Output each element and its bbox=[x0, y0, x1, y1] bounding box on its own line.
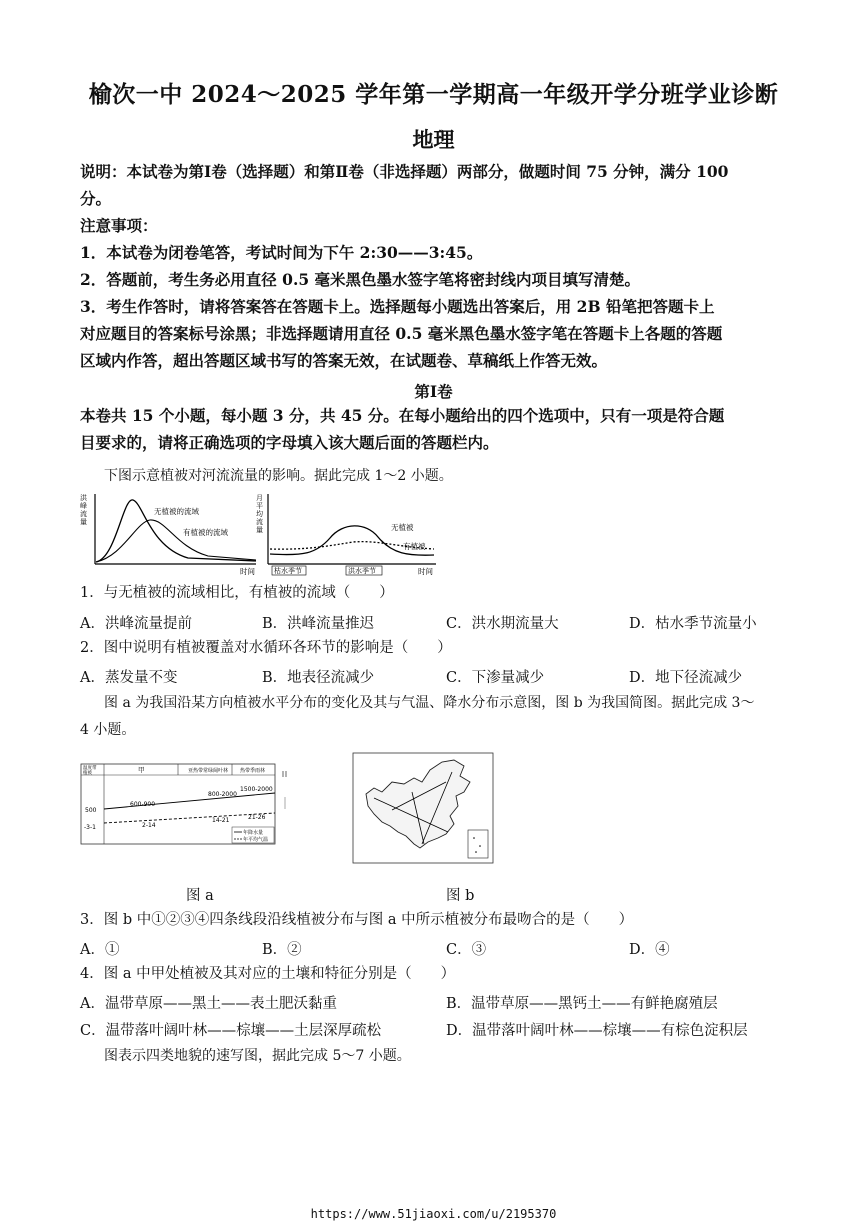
chart-left-curve-a-label: 无植被的流域 bbox=[154, 507, 199, 516]
q4-stem: 4．图 a 中甲处植被及其对应的土壤和特征分别是（ ） bbox=[80, 966, 456, 982]
q3-option-c[interactable]: C．③ bbox=[446, 942, 487, 958]
figure-a-corner-label-1: 温度带 bbox=[83, 766, 97, 771]
q4-option-d[interactable]: D．温带落叶阔叶林——棕壤——有棕色淀积层 bbox=[446, 1023, 748, 1039]
chart-right-ylabel-5: 量 bbox=[256, 526, 263, 534]
figure-a-col1: 甲 bbox=[138, 766, 145, 774]
chart-right bbox=[256, 494, 436, 576]
notice-item-3-line3: 区域内作答，超出答题区域书写的答案无效，在试题卷、草稿纸上作答无效。 bbox=[80, 351, 608, 370]
figure-b-caption: 图 b bbox=[446, 888, 475, 904]
vegetation-flow-charts bbox=[78, 492, 443, 578]
q1-option-a[interactable]: A．洪峰流量提前 bbox=[80, 616, 192, 632]
exam-note-line1: 说明：本试卷为第Ⅰ卷（选择题）和第Ⅱ卷（非选择题）两部分，做题时间 75 分钟，满分 100 bbox=[80, 162, 729, 181]
notice-item-3-line1: 3．考生作答时，请将答案答在答题卡上。选择题每小题选出答案后，用 2B 铅笔把答题卡上 bbox=[80, 297, 715, 316]
q1-stem: 1．与无植被的流域相比，有植被的流域（ ） bbox=[80, 585, 394, 601]
exam-note-line2: 分。 bbox=[80, 189, 112, 208]
chart-left-xlabel: 时间 bbox=[240, 567, 255, 576]
figure-b-island-dot bbox=[479, 845, 481, 847]
chart-right-ylabel-1: 月 bbox=[256, 494, 263, 502]
figure-a-corner-label-2: 植被 bbox=[83, 771, 92, 776]
figure-b-china-map bbox=[352, 752, 494, 864]
figure-a-precip3: 1500-2000 bbox=[240, 786, 273, 793]
chart-right-ylabel-3: 均 bbox=[256, 510, 263, 518]
figure-b-island-dot bbox=[473, 837, 475, 839]
figure-a-temp2: 14-21 bbox=[212, 817, 230, 824]
q2-stem: 2．图中说明有植被覆盖对水循环各环节的影响是（ ） bbox=[80, 640, 452, 656]
figure-b-south-china-sea-inset bbox=[468, 830, 488, 858]
section-desc-line1: 本卷共 15 个小题，每小题 3 分，共 45 分。在每小题给出的四个选项中，只有一项是符合题 bbox=[80, 406, 725, 425]
group2-intro-line2: 4 小题。 bbox=[80, 722, 136, 738]
figure-a-legend1: 年降水量 bbox=[243, 830, 264, 836]
chart-right-ylabel bbox=[256, 494, 265, 534]
notice-item-1: 1．本试卷为闭卷笔答，考试时间为下午 2:30——3:45。 bbox=[80, 243, 483, 262]
group2-intro-line1: 图 a 为我国沿某方向植被水平分布的变化及其与气温、降水分布示意图，图 b 为我国简图。据此完成 3～ bbox=[104, 695, 755, 711]
figure-a-right-axis-label bbox=[283, 771, 286, 809]
chart-right-ylabel-2: 平 bbox=[256, 502, 263, 510]
q1-option-c[interactable]: C．洪水期流量大 bbox=[446, 616, 559, 632]
exam-title: 榆次一中 2024～2025 学年第一学期高一年级开学分班学业诊断 bbox=[88, 81, 779, 108]
chart-left-ylabel-3: 流 bbox=[80, 510, 87, 518]
notice-item-3-line2: 对应题目的答案标号涂黑；非选择题请用直径 0.5 毫米黑色墨水签字笔在答题卡上各题的答题 bbox=[80, 324, 723, 343]
figure-a-vegetation-distribution bbox=[80, 763, 294, 847]
chart-right-ylabel-4: 流 bbox=[256, 518, 263, 526]
q2-option-d[interactable]: D．地下径流减少 bbox=[629, 670, 743, 686]
figure-a-precip2: 800-2000 bbox=[208, 791, 237, 798]
notice-heading: 注意事项： bbox=[80, 216, 158, 235]
section-desc-line2: 目要求的，请将正确选项的字母填入该大题后面的答题栏内。 bbox=[80, 433, 499, 452]
figure-a-temp1: 2-14 bbox=[142, 822, 156, 829]
figure-a-precip1: 600-900 bbox=[130, 801, 156, 808]
q4-option-b[interactable]: B．温带草原——黑钙土——有鲜艳腐殖层 bbox=[446, 996, 718, 1012]
figure-a-col2: 亚热带常绿阔叶林 bbox=[188, 768, 229, 774]
chart-right-xlabel: 时间 bbox=[418, 567, 433, 576]
section-title: 第Ⅰ卷 bbox=[414, 382, 453, 401]
chart-left bbox=[80, 493, 256, 576]
chart-left-ylabel-1: 洪 bbox=[80, 494, 87, 502]
q1-option-b[interactable]: B．洪峰流量推迟 bbox=[262, 616, 375, 632]
group1-intro: 下图示意植被对河流流量的影响。据此完成 1～2 小题。 bbox=[104, 468, 453, 484]
figure-a-col3: 热带季雨林 bbox=[240, 768, 266, 774]
figure-a-temp3: 21-26 bbox=[248, 814, 266, 821]
chart-right-season2: 洪水季节 bbox=[348, 567, 376, 575]
q4-option-c[interactable]: C．温带落叶阔叶林——棕壤——土层深厚疏松 bbox=[80, 1023, 382, 1039]
figure-b-island-dot bbox=[475, 851, 477, 853]
notice-item-2: 2．答题前，考生务必用直径 0.5 毫米黑色墨水签字笔将密封线内项目填写清楚。 bbox=[80, 270, 641, 289]
chart-right-curve-b-label: 有植被 bbox=[403, 542, 426, 551]
chart-left-ylabel-2: 峰 bbox=[80, 502, 87, 510]
subject-title: 地理 bbox=[412, 127, 455, 152]
q2-option-a[interactable]: A．蒸发量不变 bbox=[80, 670, 178, 686]
figure-a-left-bottom: -3-1 bbox=[84, 824, 96, 831]
chart-left-ylabel-4: 量 bbox=[80, 518, 87, 526]
chart-right-curve-a-label: 无植被 bbox=[391, 523, 414, 532]
chart-right-season1: 枯水季节 bbox=[274, 567, 302, 575]
q3-option-b[interactable]: B．② bbox=[262, 942, 302, 958]
q1-option-d[interactable]: D．枯水季节流量小 bbox=[629, 616, 757, 632]
footer-url: https://www.51jiaoxi.com/u/2195370 bbox=[310, 1207, 557, 1221]
figure-a-left-top: 500 bbox=[85, 807, 97, 814]
figure-a-caption: 图 a bbox=[186, 888, 214, 904]
chart-left-ylabel bbox=[80, 493, 89, 526]
q2-option-b[interactable]: B．地表径流减少 bbox=[262, 670, 375, 686]
q4-option-a[interactable]: A．温带草原——黑土——表土肥沃黏重 bbox=[80, 996, 337, 1012]
chart-left-curve-vegetation bbox=[96, 520, 256, 562]
q3-option-a[interactable]: A．① bbox=[80, 942, 120, 958]
figure-a-legend2: 年平均气温 bbox=[243, 837, 269, 843]
q3-stem: 3．图 b 中①②③④四条线段沿线植被分布与图 a 中所示植被分布最吻合的是（ ） bbox=[80, 912, 634, 928]
q3-option-d[interactable]: D．④ bbox=[629, 942, 670, 958]
chart-left-curve-b-label: 有植被的流域 bbox=[183, 528, 228, 537]
group3-intro: 图表示四类地貌的速写图，据此完成 5～7 小题。 bbox=[104, 1048, 411, 1064]
q2-option-c[interactable]: C．下渗量减少 bbox=[446, 670, 545, 686]
